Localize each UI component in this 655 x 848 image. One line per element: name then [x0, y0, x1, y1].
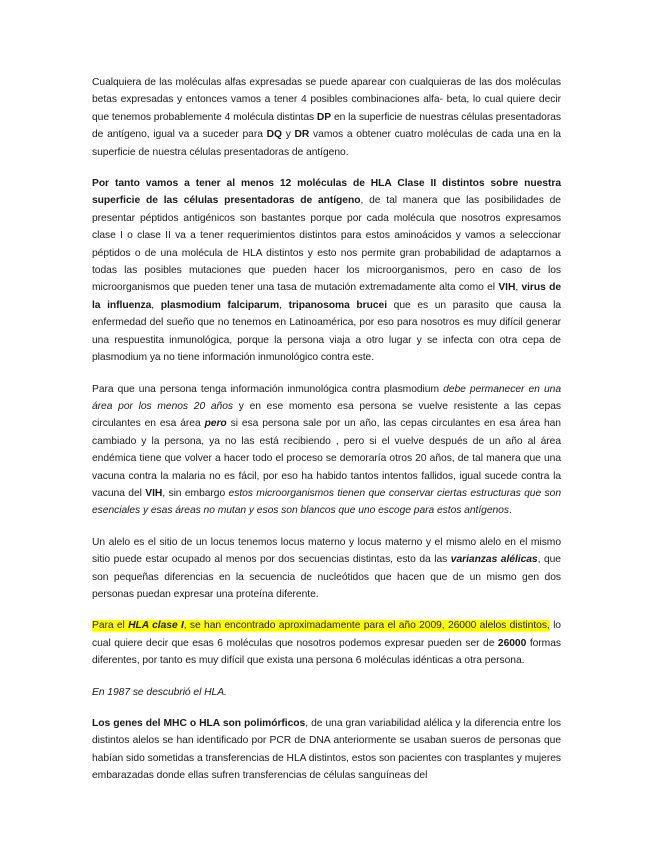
paragraph-hla-class-ii	[92, 175, 561, 366]
text-run: , sin embargo	[162, 487, 229, 499]
text-run: En 1987 se descubrió el HLA.	[92, 686, 227, 698]
text-run: 26000	[497, 637, 527, 649]
text-run: , se han encontrado aproximadamente para el año 2009, 26000 alelos distintos,	[183, 620, 550, 632]
text-run: Un alelo es el sitio de un locus tenemos locus materno y locus materno y el mismo alelo en el mismo sitio puede estar ocupado al menos por dos secuencias distintas, esto da las	[92, 536, 561, 566]
text-run: Para el	[92, 620, 129, 632]
text-run: varianzas alélicas	[450, 554, 538, 566]
text-run: , de una gran variabilidad alélica y la diferencia entre los distintos alelos se han identificado por PCR de DNA anteriormente se usaban sueros de personas que habían sido sometidas a transferencias de HLA distintos, estos son pacientes con trasplantes y mujeres embarazadas donde ellas sufren transferencias de células sanguíneas del	[92, 718, 561, 782]
text-run: pero	[204, 418, 227, 430]
paragraph-allele-definition	[92, 534, 561, 604]
text-run: y en ese momento esa persona se vuelve resistente a las cepas circulantes en esa área	[92, 400, 561, 430]
text-run: VIH	[145, 487, 163, 499]
text-run: DR	[294, 129, 310, 141]
paragraph-alpha-beta-combinations	[92, 74, 561, 161]
text-run: virus de la influenza	[92, 282, 562, 311]
text-run: plasmodium falciparum	[160, 299, 280, 311]
text-run: debe permanecer en una área por los menos 20 años	[92, 383, 561, 412]
paragraph-hla-discovery	[92, 684, 561, 701]
text-run: ,	[151, 299, 161, 311]
text-run: .	[508, 505, 512, 517]
text-run: ,	[515, 282, 522, 294]
paragraph-hla-class-i-alleles	[92, 617, 561, 669]
paragraph-plasmodium-immunity	[92, 381, 561, 520]
text-run: tripanosoma brucei	[288, 299, 388, 311]
text-run: HLA clase I	[128, 620, 184, 632]
paragraph-polymorphic-genes	[92, 715, 561, 785]
text-run: DQ	[266, 129, 282, 141]
text-run: , de tal manera que las posibilidades de presentar péptidos antigénicos son bastantes porque por cada molécula que nosotros expresamos clase I o clase II va a tener requerimientos distintos para estos aminoácidos y vamos a seleccionar péptidos o de una molécula de HLA distintos y esto nos permite gran probabilidad de adaptarnos a todas las posibles mutaciones que pueden hacer los microorganismos, pero en caso de los microorganismos que pueden tener una tasa de mutación extremadamente alta como el	[92, 195, 561, 294]
text-run: que es un parasito que causa la enfermedad del sueño que no tenemos en Latinoamérica, por eso para nosotros es muy difícil generar una respuestita inmunológica, porque la persona viaja a otro lugar y se infecta con otra cepa de plasmodium ya no tiene información inmunológico contra este.	[92, 299, 562, 364]
text-run: Cualquiera de las moléculas alfas expresadas se puede aparear con cualquieras de las dos moléculas betas expresadas y entonces vamos a tener 4 posibles combinaciones alfa- beta, lo cual quiere decir que tenemos probablemente 4 molécula distintas	[92, 77, 561, 123]
text-run: DP	[316, 111, 332, 123]
text-run: Por tanto vamos a tener al menos 12 moléculas de HLA Clase II distintos sobre nuestra superficie de las células presentadoras de antígeno	[92, 178, 561, 207]
text-run: , que son pequeñas diferencias en la secuencia de nucleótidos que hacen que de un mismo gen dos personas puedan expresar una proteína diferente.	[92, 554, 561, 600]
text-run: lo cual quiere decir que esas 6 moléculas que nosotros podemos expresar pueden ser de	[92, 620, 561, 649]
text-run: formas diferentes, por tanto es muy difícil que exista una persona 6 moléculas idénticas a otra persona.	[92, 637, 561, 667]
text-run: estos microorganismos tienen que conservar ciertas estructuras que son esenciales y esas áreas no mutan y esos son blancos que uno escoge para estos antígenos	[92, 487, 561, 517]
text-run: en la superficie de nuestras células presentadoras de antígeno, igual va a suceder para	[92, 111, 561, 141]
text-run: y	[281, 129, 295, 141]
text-run: VIH	[498, 282, 516, 294]
text-run: Para que una persona tenga información inmunológica contra plasmodium	[92, 383, 444, 395]
text-run: vamos a obtener cuatro moléculas de cada una en la superficie de nuestra células presentadoras de antígeno.	[92, 129, 561, 158]
text-run: si esa persona sale por un año, las cepas circulantes en esa área han cambiado y la persona, ya no las está recibiendo , pero si el vuelve después de un año al área endémica tiene que volver a hacer todo el proceso se demoraría otros 20 años, de tal manera que una vacuna contra la malaria no es fácil, por eso ha habido tantos intentos fallidos, igual sucede contra la vacuna del	[92, 418, 561, 499]
text-run: ,	[279, 299, 289, 311]
text-run: Los genes del MHC o HLA son polimórficos	[92, 718, 306, 729]
